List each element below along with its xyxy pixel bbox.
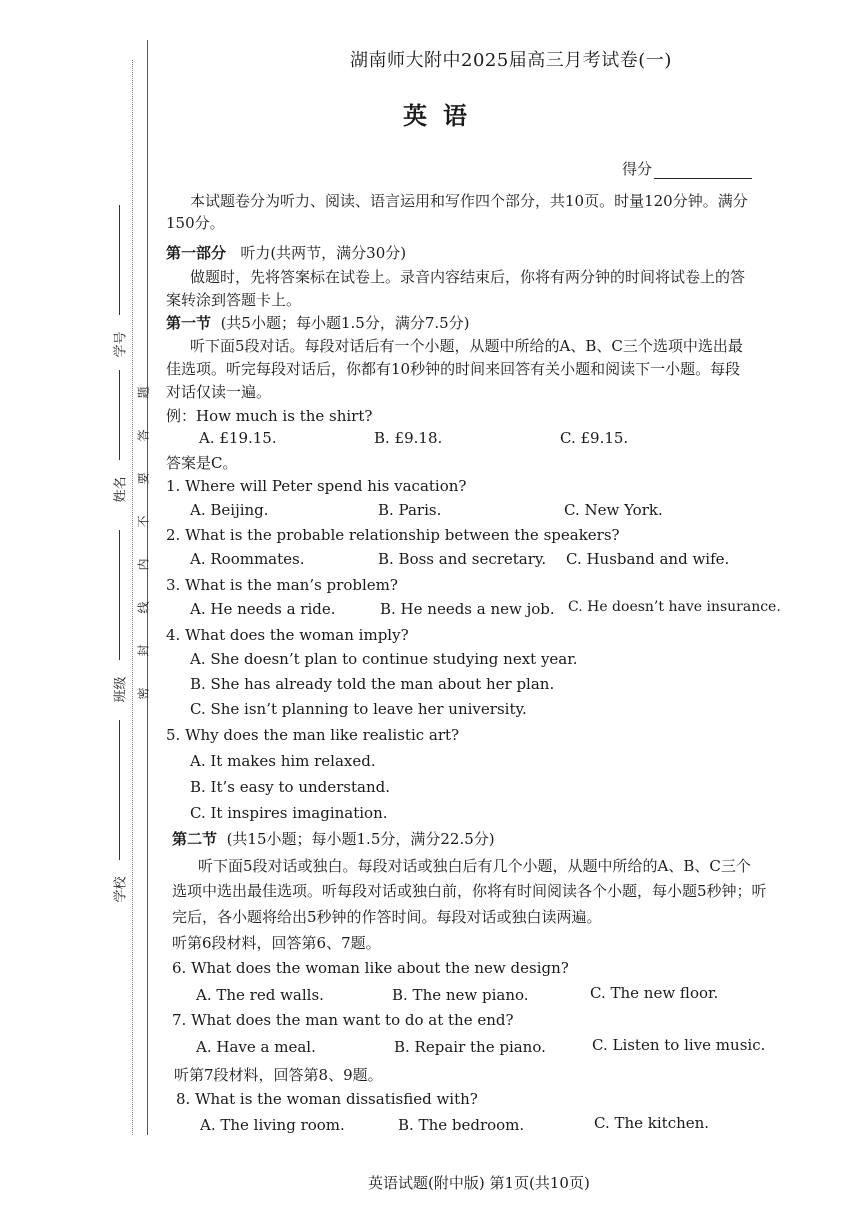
q2-option-b: B. Boss and secretary. <box>378 550 547 568</box>
q7-option-c: C. Listen to live music. <box>592 1036 766 1054</box>
seal-warning-char: 要 <box>136 472 151 485</box>
score-field <box>622 158 752 179</box>
section1-label: 第一节 <box>166 314 212 332</box>
q4-option-b: B. She has already told the man about her plan. <box>190 675 555 693</box>
seal-warning-char: 线 <box>136 601 151 614</box>
example-question: 例：How much is the shirt? <box>166 407 373 425</box>
q5-option-c: C. It inspires imagination. <box>190 804 388 822</box>
example-option-c: C. £9.15. <box>560 429 629 447</box>
question-2: 2. What is the probable relationship between the speakers? <box>166 526 620 544</box>
q8-option-b: B. The bedroom. <box>398 1116 525 1134</box>
section2-detail: (共15小题；每小题1.5分，满分22.5分) <box>226 830 495 848</box>
q6-option-c: C. The new floor. <box>590 984 719 1002</box>
intro-line: 150分。 <box>166 214 225 232</box>
seal-warning-char: 密 <box>136 687 151 700</box>
name-label: 姓名 <box>113 476 129 503</box>
q1-option-a: A. Beijing. <box>190 501 269 519</box>
part1-detail: 听力(共两节，满分30分) <box>240 244 407 262</box>
q5-option-a: A. It makes him relaxed. <box>190 752 376 770</box>
page-footer: 英语试题(附中版) 第1页(共10页) <box>368 1174 590 1192</box>
section2-instruction: 选项中选出最佳选项。听每段对话或独白前，你将有时间阅读各个小题，每小题5秒钟；听 <box>172 882 767 900</box>
section2-instruction: 完后，各小题将给出5秒钟的作答时间。每段对话或独白读两遍。 <box>172 908 602 926</box>
q8-option-a: A. The living room. <box>200 1116 345 1134</box>
q3-option-b: B. He needs a new job. <box>380 600 555 618</box>
section1-instruction: 听下面5段对话。每段对话后有一个小题，从题中所给的A、B、C三个选项中选出最 <box>190 337 743 355</box>
example-answer: 答案是C。 <box>166 454 238 472</box>
q7-option-b: B. Repair the piano. <box>394 1038 546 1056</box>
section2-heading <box>172 828 495 849</box>
name-blank <box>119 370 121 460</box>
subject-title: 英语 <box>403 101 483 130</box>
section1-instruction: 对话仅读一遍。 <box>166 383 272 401</box>
question-1: 1. Where will Peter spend his vacation? <box>166 477 467 495</box>
part1-instruction: 案转涂到答题卡上。 <box>166 291 302 309</box>
seal-warning-char: 封 <box>136 644 151 657</box>
seal-warning-char: 答 <box>136 429 151 442</box>
part1-instruction: 做题时，先将答案标在试卷上。录音内容结束后，你将有两分钟的时间将试卷上的答 <box>190 268 746 286</box>
question-4: 4. What does the woman imply? <box>166 626 409 644</box>
q8-option-c: C. The kitchen. <box>594 1114 710 1132</box>
question-6: 6. What does the woman like about the new design? <box>172 959 569 977</box>
class-label: 班级 <box>113 676 129 703</box>
q2-option-c: C. Husband and wife. <box>566 550 730 568</box>
q5-option-b: B. It’s easy to understand. <box>190 778 391 796</box>
binding-solid-line <box>147 40 148 1135</box>
section2-label: 第二节 <box>172 830 218 848</box>
seal-warning-char: 题 <box>136 386 151 399</box>
q1-option-b: B. Paris. <box>378 501 442 519</box>
material-6-instruction: 听第6段材料，回答第6、7题。 <box>172 934 381 952</box>
binding-dotted-line <box>132 60 133 1135</box>
section1-heading <box>166 312 470 333</box>
example-option-b: B. £9.18. <box>374 429 443 447</box>
part1-heading <box>166 242 406 263</box>
section1-detail: (共5小题；每小题1.5分，满分7.5分) <box>220 314 470 332</box>
exam-title: 湖南师大附中2025届高三月考试卷(一) <box>350 50 672 71</box>
q6-option-b: B. The new piano. <box>392 986 529 1004</box>
student-id-label: 学号 <box>113 331 129 358</box>
section2-instruction: 听下面5段对话或独白。每段对话或独白后有几个小题，从题中所给的A、B、C三个 <box>198 857 751 875</box>
section1-instruction: 佳选项。听完每段对话后，你都有10秒钟的时间来回答有关小题和阅读下一小题。每段 <box>166 360 741 378</box>
question-7: 7. What does the man want to do at the end? <box>172 1011 514 1029</box>
q2-option-a: A. Roommates. <box>190 550 305 568</box>
q1-option-c: C. New York. <box>564 501 663 519</box>
part1-label: 第一部分 <box>166 244 227 262</box>
intro-line: 本试题卷分为听力、阅读、语言运用和写作四个部分，共10页。时量120分钟。满分 <box>190 192 748 210</box>
q3-option-a: A. He needs a ride. <box>190 600 336 618</box>
q3-option-c: C. He doesn’t have insurance. <box>568 599 781 615</box>
example-option-a: A. £19.15. <box>199 429 277 447</box>
student-id-blank <box>119 205 121 315</box>
school-blank <box>119 720 121 860</box>
material-7-instruction: 听第7段材料，回答第8、9题。 <box>174 1066 383 1084</box>
school-label: 学校 <box>113 876 129 903</box>
score-blank <box>654 164 752 179</box>
class-blank <box>119 530 121 660</box>
q7-option-a: A. Have a meal. <box>196 1038 316 1056</box>
question-5: 5. Why does the man like realistic art? <box>166 726 460 744</box>
seal-warning-char: 不 <box>136 515 151 528</box>
score-label: 得分 <box>622 160 653 178</box>
question-3: 3. What is the man’s problem? <box>166 576 398 594</box>
q4-option-a: A. She doesn’t plan to continue studying next year. <box>190 650 578 668</box>
q4-option-c: C. She isn’t planning to leave her university. <box>190 700 527 718</box>
q6-option-a: A. The red walls. <box>196 986 324 1004</box>
question-8: 8. What is the woman dissatisfied with? <box>176 1090 478 1108</box>
seal-warning-char: 内 <box>136 558 151 571</box>
